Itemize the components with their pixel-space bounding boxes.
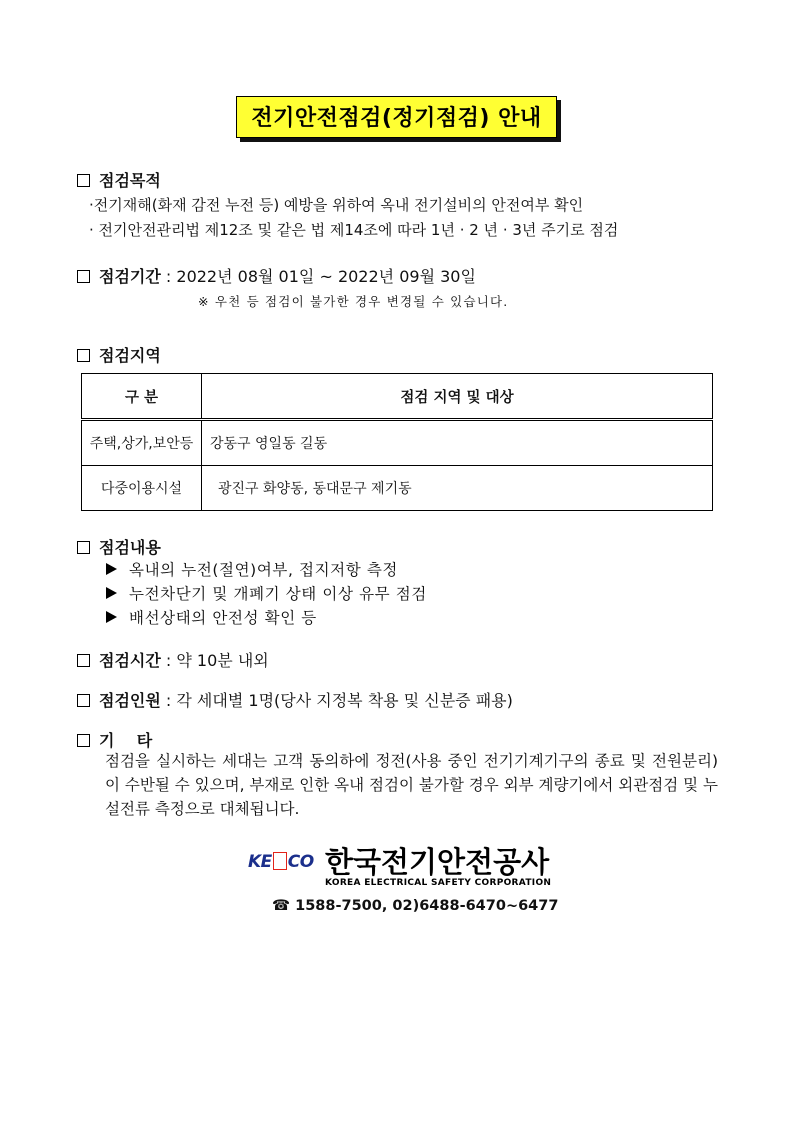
section-time-heading: 점검시간 [99, 651, 161, 670]
content-item-text: 옥내의 누전(절연)여부, 접지저항 측정 [129, 561, 398, 579]
phone-number: 1588-7500, 02)6488-6470~6477 [295, 898, 559, 914]
etc-paragraph: 점검을 실시하는 세대는 고객 동의하에 정전(사용 중인 전기기계기구의 종료 및 전원분리)이 수반될 수 있으며, 부재로 인한 옥내 점검이 불가할 경우 외부 계량기에서 외관점검 및 누설전류 측정으로 대체됩니다. [105, 752, 718, 818]
company-name-english: KOREA ELECTRICAL SAFETY CORPORATION [325, 878, 552, 888]
section-content [77, 535, 161, 558]
logo-text-right: CO [287, 852, 314, 872]
content-item [106, 582, 427, 604]
section-content-heading: 점검내용 [99, 538, 161, 557]
section-period [77, 264, 476, 287]
section-staff-heading: 점검인원 [99, 691, 161, 710]
table-cell: 광진구 화양동, 동대문구 제기동 [202, 466, 713, 511]
checkbox-icon [77, 734, 90, 747]
section-etc [77, 728, 152, 751]
section-staff [77, 688, 513, 711]
table-row [82, 466, 713, 511]
content-item [106, 558, 398, 580]
column-header: 구 분 [82, 374, 202, 420]
section-purpose-heading: 점검목적 [99, 171, 161, 190]
section-region [77, 343, 161, 366]
section-time [77, 648, 269, 671]
kesco-logo [248, 852, 314, 872]
section-period-heading: 점검기간 [99, 267, 161, 286]
triangle-bullet-icon [106, 611, 117, 623]
section-etc-heading: 기 타 [99, 731, 153, 750]
logo-text-left: KE [248, 852, 272, 872]
company-name-korean: 한국전기안전공사 [325, 845, 550, 879]
checkbox-icon [77, 174, 90, 187]
purpose-item: · 전기안전관리법 제12조 및 같은 법 제14조에 따라 1년 · 2 년 · 3년 주기로 점검 [89, 221, 619, 239]
period-note: ※ 우천 등 점검이 불가한 경우 변경될 수 있습니다. [198, 294, 509, 309]
title-wrap [0, 96, 793, 138]
table-cell: 주택,상가,보안등 [82, 420, 202, 466]
logo-mark-icon [273, 852, 287, 870]
table-row [82, 420, 713, 466]
staff-value: : 각 세대별 1명(당사 지정복 착용 및 신분증 패용) [160, 691, 513, 710]
period-value: : 2022년 08월 01일 ~ 2022년 09월 30일 [160, 267, 476, 286]
triangle-bullet-icon [106, 587, 117, 599]
table-header-row [82, 374, 713, 420]
time-value: : 약 10분 내외 [160, 651, 269, 670]
phone-line [272, 898, 558, 914]
checkbox-icon [77, 654, 90, 667]
content-item-text: 누전차단기 및 개폐기 상태 이상 유무 점검 [129, 585, 427, 603]
checkbox-icon [77, 349, 90, 362]
content-item [106, 606, 317, 628]
telephone-icon: ☎ [272, 898, 291, 914]
table-cell: 다중이용시설 [82, 466, 202, 511]
section-purpose [77, 168, 161, 191]
triangle-bullet-icon [106, 563, 117, 575]
page-title: 전기안전점검(정기점검) 안내 [236, 96, 556, 138]
checkbox-icon [77, 541, 90, 554]
checkbox-icon [77, 270, 90, 283]
content-item-text: 배선상태의 안전성 확인 등 [129, 609, 317, 627]
table-cell: 강동구 영일동 길동 [202, 420, 713, 466]
purpose-item: ·전기재해(화재 감전 누전 등) 예방을 위하여 옥내 전기설비의 안전여부 확인 [89, 196, 584, 214]
section-region-heading: 점검지역 [99, 346, 161, 365]
region-table [81, 373, 713, 511]
checkbox-icon [77, 694, 90, 707]
column-header: 점검 지역 및 대상 [202, 374, 713, 420]
